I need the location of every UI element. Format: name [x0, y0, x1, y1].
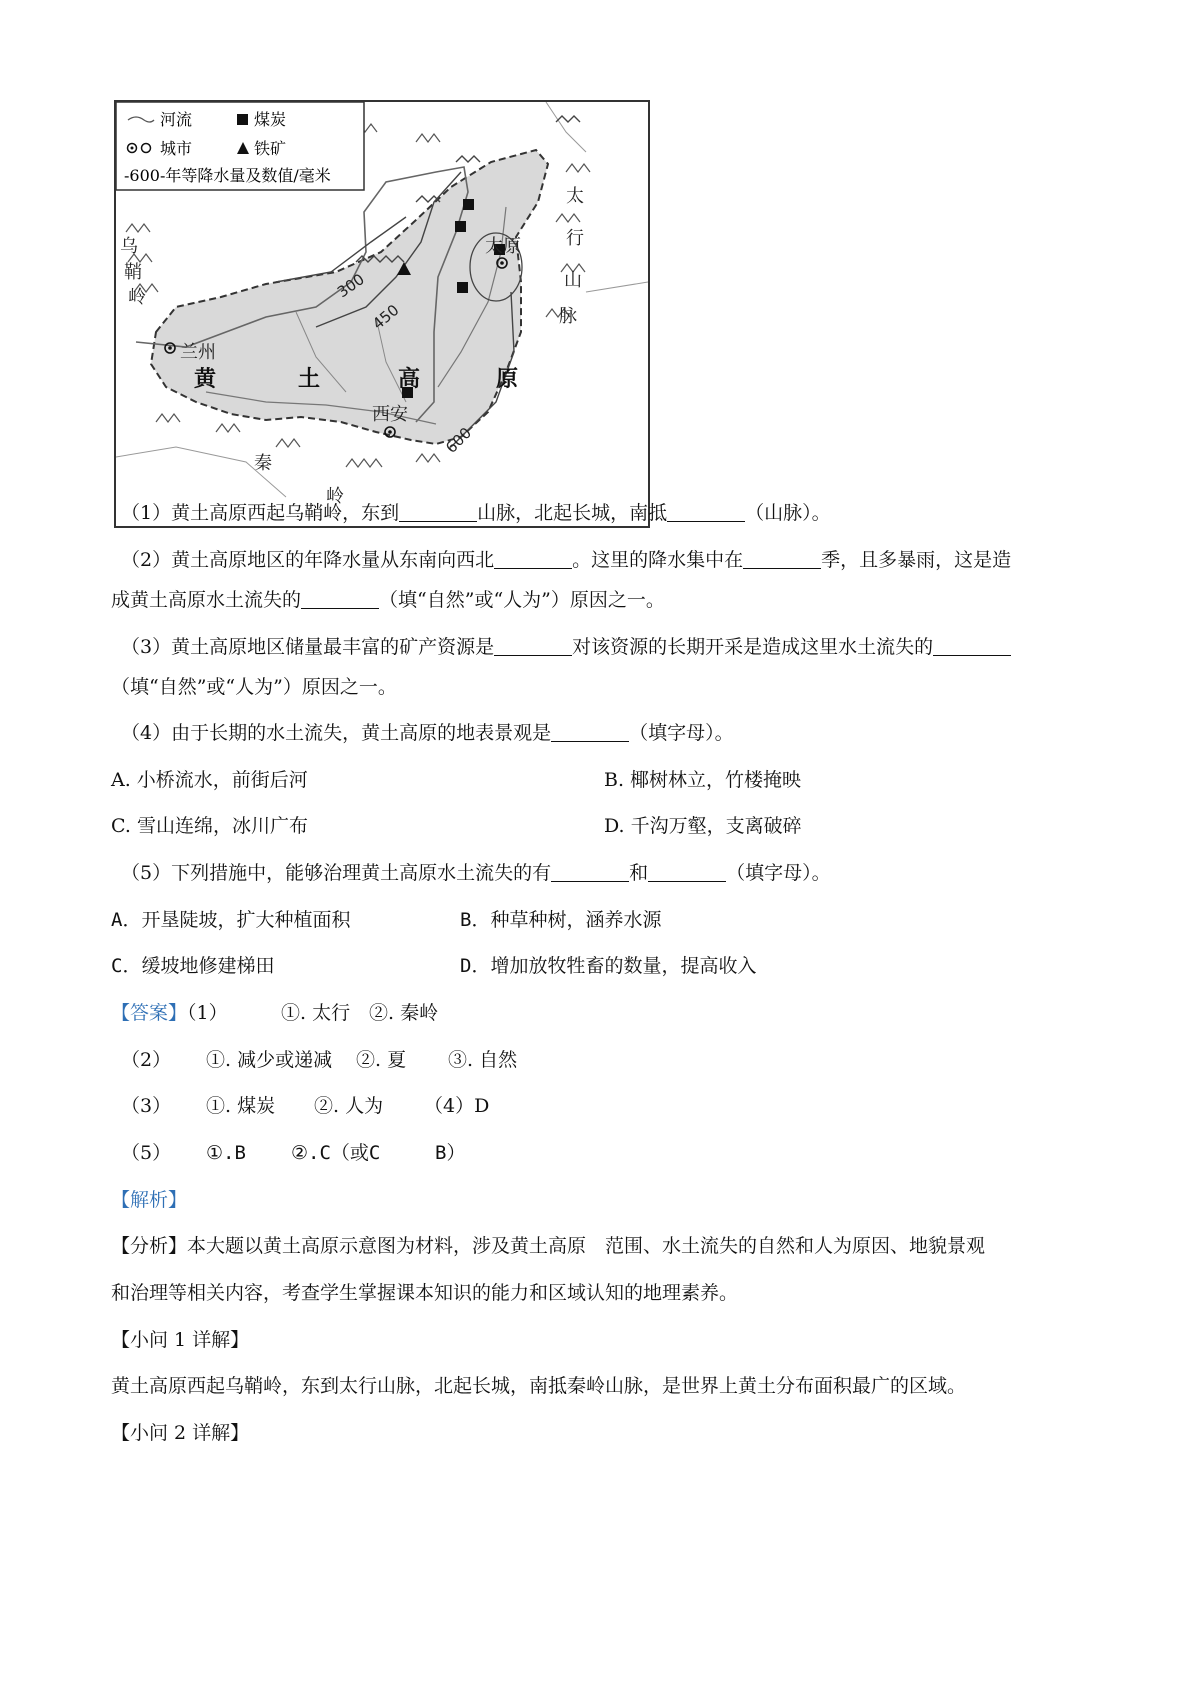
q4-option-b: B. 椰树林立，竹楼掩映 — [604, 769, 802, 791]
q5-blank-1 — [551, 861, 629, 882]
label-ling-qin: 岭 — [326, 486, 344, 507]
detail-heading-2: 【小问 2 详解】 — [111, 1422, 250, 1444]
answer-3-item-2: ②. 人为 — [314, 1095, 384, 1117]
answer-5-num: （5） — [121, 1142, 172, 1164]
label-wu: 乌 — [120, 236, 138, 257]
label-qiao: 鞘 — [124, 262, 142, 283]
label-tu: 土 — [298, 366, 321, 392]
q1-text-a: （1）黄土高原西起乌鞘岭，东到 — [121, 502, 400, 524]
q2-text-e: （填“自然”或“人为”）原因之一。 — [379, 589, 665, 611]
legend-river: 河流 — [160, 110, 193, 129]
q2-blank-3 — [301, 588, 379, 609]
legend-city: 城市 — [160, 139, 193, 158]
q4-option-a: A. 小桥流水，前街后河 — [111, 769, 308, 791]
label-huang: 黄 — [194, 366, 217, 392]
answer-row-1 — [111, 999, 439, 1027]
label-qin: 秦 — [254, 453, 272, 474]
label-gao: 高 — [398, 366, 421, 392]
q4-text-a: （4）由于长期的水土流失，黄土高原的地表景观是 — [121, 722, 552, 744]
legend-coal-icon — [237, 114, 248, 125]
q2-blank-1 — [494, 548, 572, 569]
answer-4: （4）D — [424, 1095, 490, 1117]
q1-blank-1 — [399, 501, 477, 522]
label-xian: 西安 — [372, 404, 408, 425]
answer-3-num: （3） — [121, 1095, 172, 1117]
q2-text-a: （2）黄土高原地区的年降水量从东南向西北 — [121, 549, 495, 571]
question-3-line-2 — [111, 673, 397, 701]
answer-1-num: （1） — [187, 1002, 228, 1024]
q4-blank — [551, 721, 629, 742]
answer-row-3 — [121, 1092, 721, 1120]
legend-isohyet: -600-年等降水量及数值/毫米 — [124, 166, 331, 185]
q1-text-b: 山脉，北起长城，南抵 — [477, 502, 668, 524]
analysis-para-1: 【分析】本大题以黄土高原示意图为材料，涉及黄土高原 范围、水土流失的自然和人为原因、地貌景观 — [111, 1235, 986, 1257]
loess-plateau-map — [114, 100, 650, 528]
detail-para-1: 黄土高原西起乌鞘岭，东到太行山脉，北起长城，南抵秦岭山脉，是世界上黄土分布面积最广的区域。 — [111, 1375, 967, 1397]
q3-text-b: 对该资源的长期开采是造成这里水土流失的 — [572, 636, 934, 658]
q3-blank-2 — [933, 635, 1011, 656]
legend-coal: 煤炭 — [254, 110, 287, 129]
label-ling: 岭 — [128, 287, 146, 308]
answer-2-item-1: ①. 减少或递减 — [206, 1049, 333, 1071]
question-4 — [121, 719, 734, 747]
q5-option-c: C．缓坡地修建梯田 — [111, 955, 275, 977]
legend-iron: 铁矿 — [254, 139, 287, 158]
label-isohyet-300: 300 — [333, 270, 368, 302]
label-tai: 太 — [566, 186, 584, 207]
q4-text-b: （填字母）。 — [629, 722, 734, 744]
label-isohyet-450: 450 — [369, 300, 403, 334]
q5-blank-2 — [648, 861, 726, 882]
q2-blank-2 — [743, 548, 821, 569]
answer-row-2 — [121, 1046, 721, 1074]
question-2-line-1 — [121, 546, 1011, 574]
answer-2-item-2: ②. 夏 — [356, 1049, 407, 1071]
q2-text-c: 季，且多暴雨，这是造 — [821, 549, 1012, 571]
label-isohyet-600: 600 — [442, 423, 476, 457]
answer-5-item-3: B） — [435, 1142, 466, 1164]
answer-1-item-1: ①. 太行 — [281, 1002, 351, 1024]
label-lanzhou: 兰州 — [180, 342, 216, 363]
question-5 — [121, 859, 831, 887]
answer-2-num: （2） — [121, 1049, 172, 1071]
label-yuan: 原 — [496, 366, 519, 392]
q5-option-d: D．增加放牧牲畜的数量，提高收入 — [460, 955, 757, 977]
q5-option-b: B．种草种树，涵养水源 — [460, 909, 662, 931]
answer-row-5 — [121, 1139, 721, 1167]
answer-1-item-2: ②. 秦岭 — [369, 1002, 439, 1024]
answer-2-item-3: ③. 自然 — [448, 1049, 518, 1071]
q5-text-c: （填字母）。 — [726, 862, 831, 884]
q2-text-d: 成黄土高原水土流失的 — [111, 589, 302, 611]
answer-5-item-1: ①.B — [206, 1142, 246, 1164]
q5-text-a: （5）下列措施中，能够治理黄土高原水土流失的有 — [121, 862, 552, 884]
answer-5-item-2: ②.C（或C — [291, 1142, 381, 1164]
q2-text-b: 。这里的降水集中在 — [572, 549, 744, 571]
question-3-line-1 — [121, 633, 1011, 661]
label-taiyuan: 太原 — [485, 236, 521, 257]
map-canvas — [116, 102, 648, 526]
q5-text-b: 和 — [629, 862, 649, 884]
q3-blank-1 — [494, 635, 572, 656]
q3-text-a: （3）黄土高原地区储量最丰富的矿产资源是 — [121, 636, 495, 658]
label-xing: 行 — [566, 228, 584, 249]
q1-blank-2 — [667, 501, 745, 522]
question-2-line-2 — [111, 586, 665, 614]
q4-option-c: C. 雪山连绵，冰川广布 — [111, 815, 308, 837]
detail-heading-1: 【小问 1 详解】 — [111, 1329, 250, 1351]
answer-3-item-1: ①. 煤炭 — [206, 1095, 276, 1117]
label-mai: 脉 — [559, 306, 577, 327]
q3-text-c: （填“自然”或“人为”）原因之一。 — [111, 676, 397, 698]
q1-text-c: （山脉）。 — [745, 502, 831, 524]
q5-option-a: A．开垦陡坡，扩大种植面积 — [111, 909, 351, 931]
question-1 — [121, 499, 831, 527]
analysis-tag: 【解析】 — [111, 1189, 188, 1211]
analysis-para-2: 和治理等相关内容，考查学生掌握课本知识的能力和区域认知的地理素养。 — [111, 1282, 739, 1304]
label-shan: 山 — [564, 270, 582, 291]
q4-option-d: D. 千沟万壑，支离破碎 — [604, 815, 802, 837]
answer-tag: 【答案】 — [111, 1002, 188, 1024]
